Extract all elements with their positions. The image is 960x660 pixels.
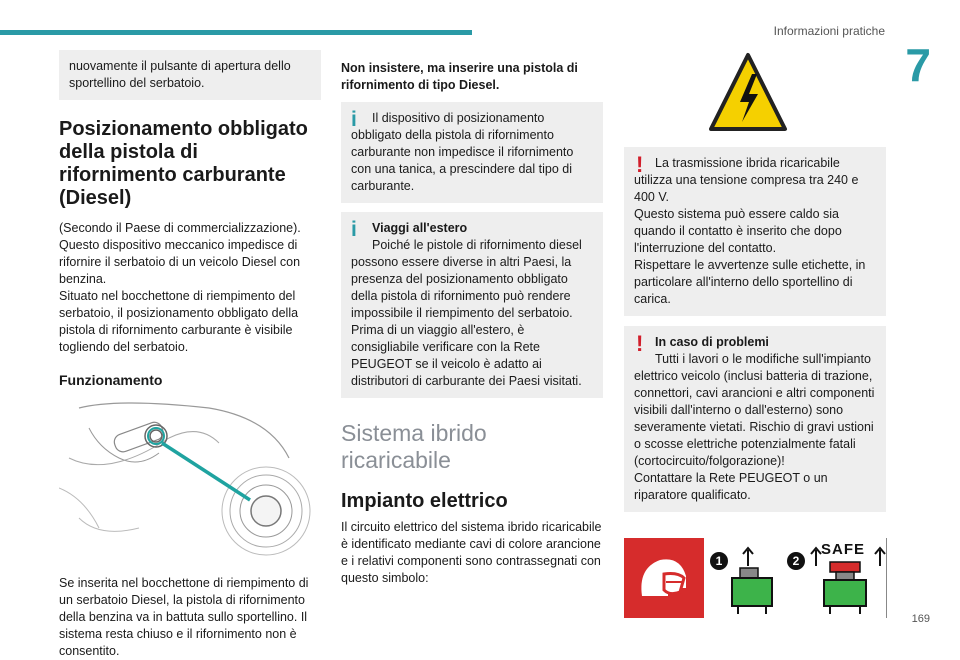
warning-icon: ! xyxy=(636,331,644,356)
warning-note-problems xyxy=(624,326,886,512)
fuel-filler-illustration xyxy=(59,398,321,563)
column-2 xyxy=(341,50,603,587)
info-icon: i xyxy=(351,218,357,241)
heading-electrical-system: Impianto elettrico xyxy=(341,490,508,512)
info-note-text: Poiché le pistole di rifornimento diesel possono essere diverse in altri Paesi, la presenza del posizionamento obbligato della pistola di rifornimento può rendere impossibile il riempimento del serbatoio. xyxy=(351,238,582,320)
warning-note-text: Contattare la Rete PEUGEOT o un riparatore qualificato. xyxy=(634,471,828,502)
continued-note-box: nuovamente il pulsante di apertura dello sportellino del serbatoio. xyxy=(59,50,321,100)
info-note-text: Prima di un viaggio all'estero, è consigliabile verificare con la Rete PEUGEOT se il veicolo è adatto ai distributori di carburante dei Paesi visitati. xyxy=(351,323,582,388)
info-note-text: Il dispositivo di posizionamento obbligato della pistola di rifornimento carburante non impedisce il rifornimento con una tanica, a prescindere dal tipo di carburante. xyxy=(351,111,574,193)
column-3 xyxy=(624,50,886,618)
bold-instruction: Non insistere, ma inserire una pistola di rifornimento di tipo Diesel. xyxy=(341,61,578,92)
step-1-badge: 1 xyxy=(710,552,728,570)
high-voltage-warning-icon xyxy=(708,52,788,134)
warning-note-voltage xyxy=(624,147,886,316)
section-title: Informazioni pratiche xyxy=(773,24,885,38)
connector-disconnect-icons xyxy=(624,538,886,618)
high-voltage-symbol xyxy=(624,50,886,135)
safe-label: SAFE xyxy=(821,541,866,558)
safety-label-illustration xyxy=(624,538,887,618)
warning-note-text: Questo sistema può essere caldo sia quando il contatto è inserito che dopo l'interruzione del contatto. xyxy=(634,207,842,255)
paragraph: (Secondo il Paese di commercializzazione). xyxy=(59,221,301,235)
warning-note-text: La trasmissione ibrida ricaricabile utilizza una tensione compresa tra 240 e 400 V. xyxy=(634,156,859,204)
step-2-badge: 2 xyxy=(787,552,805,570)
paragraph: Questo dispositivo meccanico impedisce di rifornire il serbatoio di un veicolo Diesel con benzina. xyxy=(59,238,301,286)
warning-note-text: Tutti i lavori o le modifiche sull'impianto elettrico veicolo (inclusi batteria di trazione, connettori, cavi arancioni e altri componenti visibili dall'interno o dall'esterno) sono severamente vietati. Rischio di gravi ustioni o scosse elettriche potenzialmente fatali (cortocircuito/folgorazione)! xyxy=(634,352,875,468)
paragraph: Situato nel bocchettone di riempimento del serbatoio, il posizionamento obbligato della pistola di rifornimento carburante è visibile togliendo del serbatoio. xyxy=(59,289,299,354)
info-icon: i xyxy=(351,108,357,131)
warning-icon: ! xyxy=(636,152,644,177)
info-note xyxy=(341,102,603,203)
header-accent-bar xyxy=(0,30,472,35)
paragraph: Se inserita nel bocchettone di riempimento di un serbatoio Diesel, la pistola di rifornimento della benzina va in battuta sullo sportellino. Il sistema resta chiuso e il rifornimento non è consentito. xyxy=(59,576,309,658)
page-number: 169 xyxy=(911,613,930,625)
chapter-number: 7 xyxy=(905,39,931,91)
warning-note-title: In caso di problemi xyxy=(655,335,769,349)
section-heading-hybrid: Sistema ibrido ricaricabile xyxy=(341,420,487,473)
heading-misfuel-device: Posizionamento obbligato della pistola di rifornimento carburante (Diesel) xyxy=(59,118,308,209)
info-note-title: Viaggi all'estero xyxy=(372,221,468,235)
warning-note-text: Rispettare le avvertenze sulle etichette, in particolare all'interno dello sportellino di carica. xyxy=(634,258,866,306)
column-1 xyxy=(59,50,321,660)
subheading-operation: Funzionamento xyxy=(59,372,163,388)
paragraph: Il circuito elettrico del sistema ibrido ricaricabile è identificato mediante cavi di colore arancione e i relativi componenti sono contrassegnati con questo simbolo: xyxy=(341,520,602,585)
info-note-travel xyxy=(341,212,603,398)
